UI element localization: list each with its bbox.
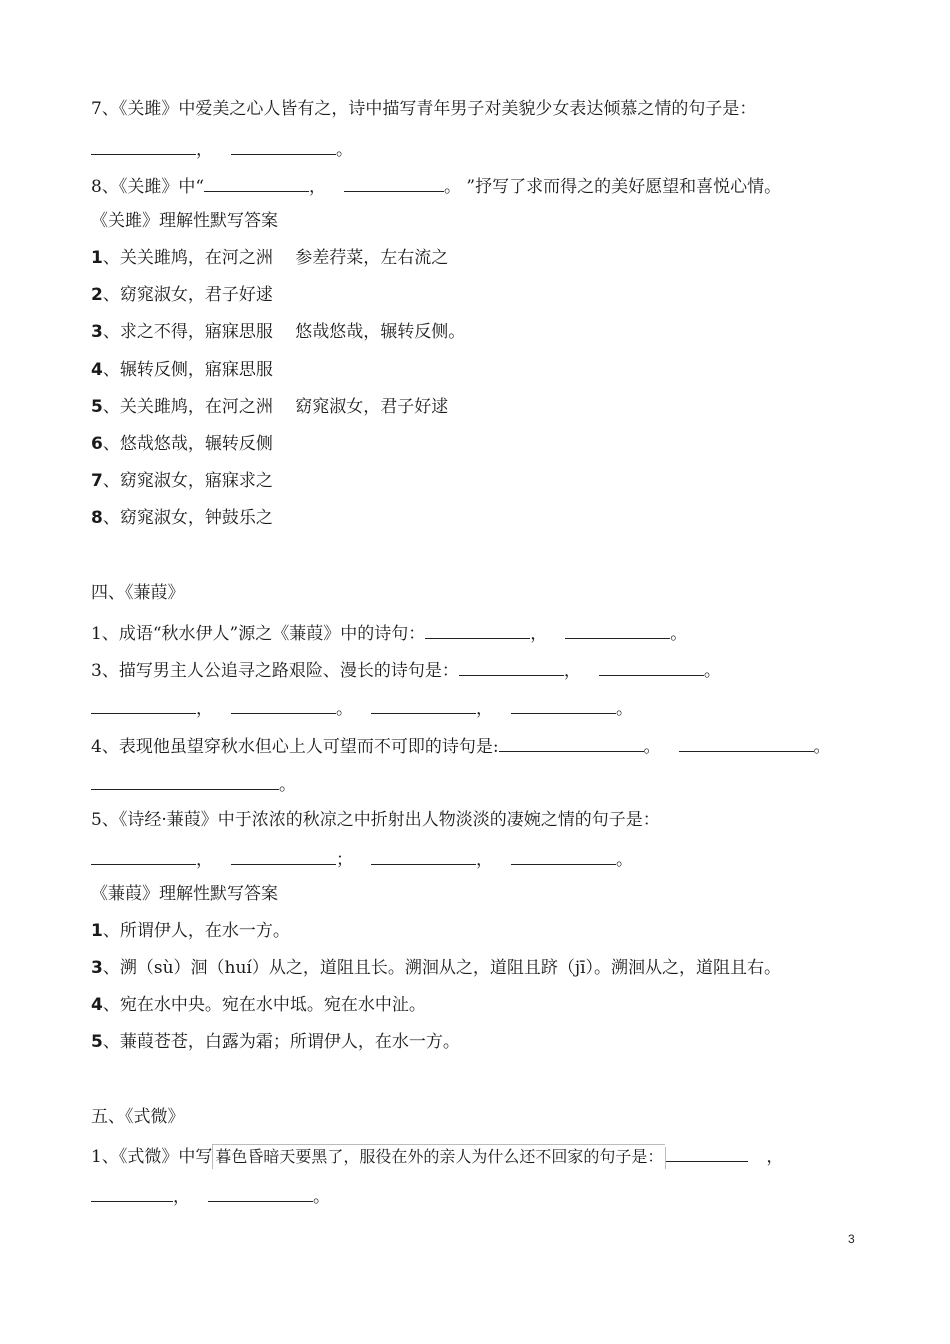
answer-blank[interactable] [204, 173, 309, 192]
answer-item: 6、悠哉悠哉，辗转反侧 [91, 434, 273, 454]
answer-item: 7、窈窕淑女，寤寐求之 [91, 471, 273, 491]
answer-blank[interactable] [599, 657, 704, 676]
answer-blank[interactable] [425, 620, 530, 639]
answer-item: 1、所谓伊人，在水一方。 [91, 921, 290, 941]
answer-item: 4、辗转反侧，寤寐思服 [91, 360, 273, 380]
shiwei-question-1: 1、《式微》中写 暮色昏暗天要黑了，服役在外的亲人为什么还不回家的句子是： ， [91, 1143, 783, 1169]
answer-blank[interactable] [565, 620, 670, 639]
answer-blank[interactable] [371, 695, 476, 714]
answer-blank[interactable] [231, 695, 336, 714]
answer-blank[interactable] [91, 771, 279, 790]
answer-blank[interactable] [91, 695, 196, 714]
answer-item: 5、关关雎鸠，在河之洲 窈窕淑女，君子好逑 [91, 397, 449, 417]
answer-item: 3、溯（sù）洄（huí）从之，道阻且长。溯洄从之，道阻且跻（jī）。溯洄从之，道阻且右。 [91, 958, 782, 978]
answer-item: 8、窈窕淑女，钟鼓乐之 [91, 508, 273, 528]
jianjia-question-5: 5、《诗经·蒹葭》中于浓浓的秋凉之中折射出人物淡淡的凄婉之情的句子是： [91, 810, 660, 830]
answer-item: 3、求之不得，寤寐思服 悠哉悠哉，辗转反侧。 [91, 322, 466, 342]
page-number: 3 [848, 1232, 855, 1246]
answer-item: 2、窈窕淑女，君子好逑 [91, 285, 273, 305]
answer-blank[interactable] [511, 846, 616, 865]
jianjia-question-4-blanks: 。 [91, 771, 296, 797]
highlighted-text-box: 暮色昏暗天要黑了，服役在外的亲人为什么还不回家的句子是： [212, 1144, 665, 1169]
jianjia-question-3: 3、描写男主人公追寻之路艰险、漫长的诗句是： ， 。 [91, 657, 721, 683]
answer-blank[interactable] [231, 136, 336, 155]
guanju-answers-title: 《关雎》理解性默写答案 [91, 211, 278, 231]
question-8: 8、《关雎》中“ ， 。 ”抒写了求而得之的美好愿望和喜悦心情。 [91, 173, 781, 199]
jianjia-question-5-blanks: ， ； ， 。 [91, 846, 633, 872]
answer-blank[interactable] [499, 733, 644, 752]
section-heading-jianjia: 四、《蒹葭》 [91, 583, 185, 603]
answer-blank[interactable] [371, 846, 476, 865]
answer-item: 5、蒹葭苍苍，白露为霜；所谓伊人，在水一方。 [91, 1032, 460, 1052]
answer-blank[interactable] [91, 136, 196, 155]
answer-blank[interactable] [666, 1143, 748, 1162]
question-7: 7、《关雎》中爱美之心人皆有之，诗中描写青年男子对美貌少女表达倾慕之情的句子是： [91, 99, 757, 119]
answer-blank[interactable] [511, 695, 616, 714]
answer-blank[interactable] [91, 846, 196, 865]
jianjia-question-3-blanks: ， 。 ， 。 [91, 695, 633, 721]
jianjia-question-4: 4、表现他虽望穿秋水但心上人可望而不可即的诗句是: 。 。 [91, 733, 831, 759]
answer-blank[interactable] [679, 733, 814, 752]
answer-blank[interactable] [208, 1183, 313, 1202]
section-heading-shiwei: 五、《式微》 [91, 1107, 185, 1127]
answer-blank[interactable] [459, 657, 564, 676]
answer-blank[interactable] [231, 846, 336, 865]
answer-item: 4、宛在水中央。宛在水中坻。宛在水中沚。 [91, 995, 426, 1015]
answer-blank[interactable] [344, 173, 444, 192]
answer-item: 1、关关雎鸠，在河之洲 参差荇菜，左右流之 [91, 248, 449, 268]
jianjia-answers-title: 《蒹葭》理解性默写答案 [91, 884, 278, 904]
answer-blank[interactable] [91, 1183, 173, 1202]
question-7-blanks: ， 。 [91, 136, 353, 162]
jianjia-question-1: 1、成语“秋水伊人”源之《蒹葭》中的诗句： ， 。 [91, 620, 687, 646]
shiwei-question-1-blanks: ， 。 [91, 1183, 330, 1209]
